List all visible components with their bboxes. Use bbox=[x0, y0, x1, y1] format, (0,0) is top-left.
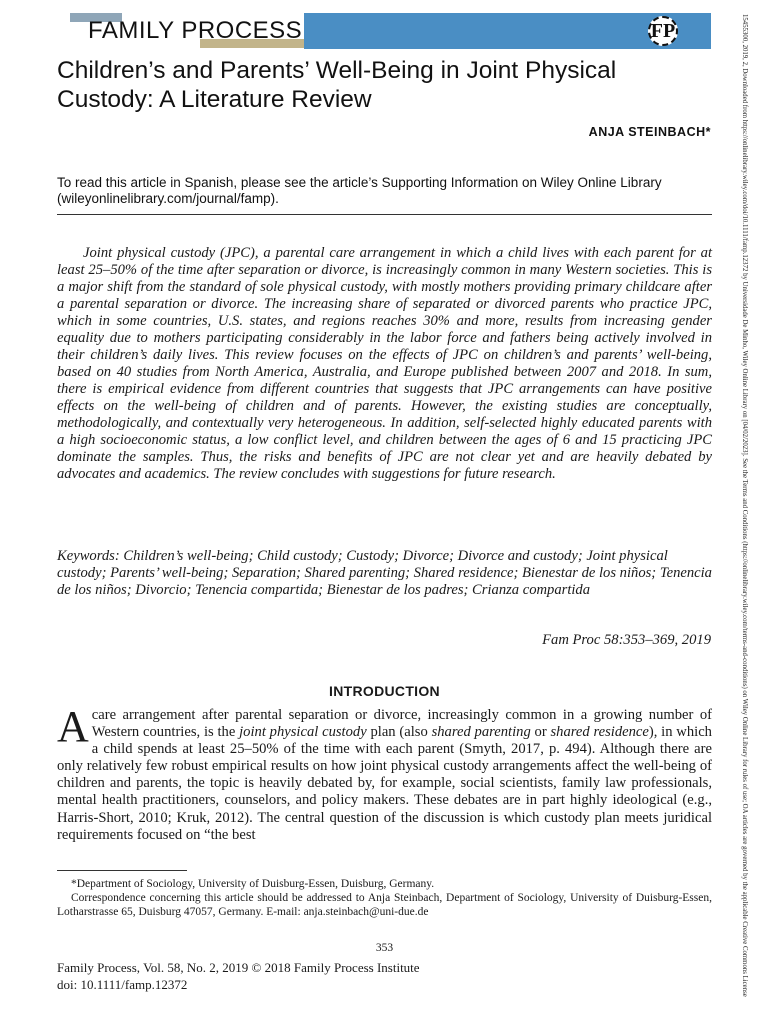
doi-link[interactable]: doi: 10.1111/famp.12372 bbox=[57, 977, 188, 992]
intro-text: ), in which a child spends at least 25–50% of the time with each parent (Smyth, 2017, p. 494). Although there are only relatively few robust empirical results on how joint physical custody arrangements affect the well-being of children and parents, the topic is heavily debated by, for example, social scientists, family law professionals, mental health practitioners, counselors, and policy makers. These debates are in part highly ideological (e.g., Harris-Short, 2010; Kruk, 2012). The central question of the discussion is which custody plan meets juridical requirements focused on “the best bbox=[57, 724, 712, 843]
intro-text: or bbox=[530, 724, 551, 741]
journal-logo-icon: FP bbox=[648, 16, 678, 46]
intro-emphasis: shared parenting bbox=[431, 724, 531, 741]
section-heading: INTRODUCTION bbox=[329, 683, 440, 699]
keywords: Keywords: Children’s well-being; Child custody; Custody; Divorce; Divorce and custody; Joint physical custody; Parents’ well-being; Separation; Shared parenting; Shared residence; Bienestar de los niños; Tenencia de los niños; Divorcio; Tenencia compartida; Bienestar de los padres; Crianza compartida bbox=[57, 548, 712, 598]
article-title: Children’s and Parents’ Well-Being in Joint Physical Custody: A Literature Review bbox=[57, 57, 617, 113]
divider bbox=[57, 214, 712, 215]
intro-text: care arrangement after parental separation or divorce, increasingly common in a growing number of Western countries, is the bbox=[91, 707, 712, 741]
page-number: 353 bbox=[375, 942, 394, 954]
journal-footer bbox=[57, 959, 712, 993]
author-name: ANJA STEINBACH* bbox=[588, 125, 711, 139]
citation: Fam Proc 58:353–369, 2019 bbox=[542, 632, 711, 648]
drop-cap: A bbox=[57, 702, 89, 751]
intro-emphasis: shared residence bbox=[550, 724, 649, 741]
download-sidebar bbox=[738, 14, 748, 1014]
journal-name: FAMILY PROCESS bbox=[88, 17, 303, 44]
introduction-paragraph bbox=[57, 702, 712, 844]
spanish-version-note[interactable]: To read this article in Spanish, please see the article’s Supporting Information on Wiley Online Library (wileyonlinelibrary.com/journal/famp). bbox=[57, 175, 662, 206]
footnote-affiliation: *Department of Sociology, University of Duisburg-Essen, Duisburg, Germany. bbox=[71, 878, 435, 890]
footnote-correspondence[interactable]: Correspondence concerning this article should be addressed to Anja Steinbach, Department of Sociology, University of Duisburg-Essen, Lotharstrasse 65, Duisburg 47057, Germany. E-mail: anja.steinbach@uni-due.de bbox=[57, 892, 712, 918]
intro-emphasis: joint physical custody bbox=[239, 724, 367, 741]
sidebar-license-text: 15455300, 2019, 2, Downloaded from https://onlinelibrary.wiley.com/doi/10.1111/famp.12372 by Universidade De Minho, Wiley Online Library on [04/02/2023]. See the Terms and Conditions (https://onlinelibrary.wiley.com/terms-and-conditions) on Wiley Online Library for rules of use; OA articles are governed by the applicable Creative Commons License bbox=[741, 14, 748, 997]
journal-volume-line: Family Process, Vol. 58, No. 2, 2019 © 2018 Family Process Institute bbox=[57, 960, 420, 975]
footnotes bbox=[57, 877, 712, 919]
intro-text: plan (also bbox=[366, 724, 432, 741]
abstract: Joint physical custody (JPC), a parental care arrangement in which a child lives with each parent for at least 25–50% of the time after separation or divorce, is increasingly common in many Western societies. This is a major shift from the standard of sole physical custody, with mostly mothers providing primary childcare after a parental separation or divorce. The increasing share of separated or divorced parents who practice JPC, which in some countries, U.S. states, and regions reaches 30% and more, results from increasing gender equality due to mothers participating considerably in the labor force and fathers being actively involved in their children’s daily lives. This review focuses on the effects of JPC on children’s and parents’ well-being, based on 40 studies from North America, Australia, and Europe published between 2007 and 2018. In sum, there is empirical evidence from different countries that suggests that JPC arrangements can have positive effects on the well-being of children and of parents. However, the existing studies are conceptually, methodologically, and contextually very heterogeneous. In addition, self-selected highly educated parents with a high socioeconomic status, a low conflict level, and children between the ages of 6 and 15 practicing JPC dominate the samples. Thus, the risks and benefits of JPC are not clear yet and are heavily debated by advocates and academics. The review concludes with suggestions for future research. bbox=[57, 245, 712, 482]
footnote-divider bbox=[57, 870, 187, 871]
